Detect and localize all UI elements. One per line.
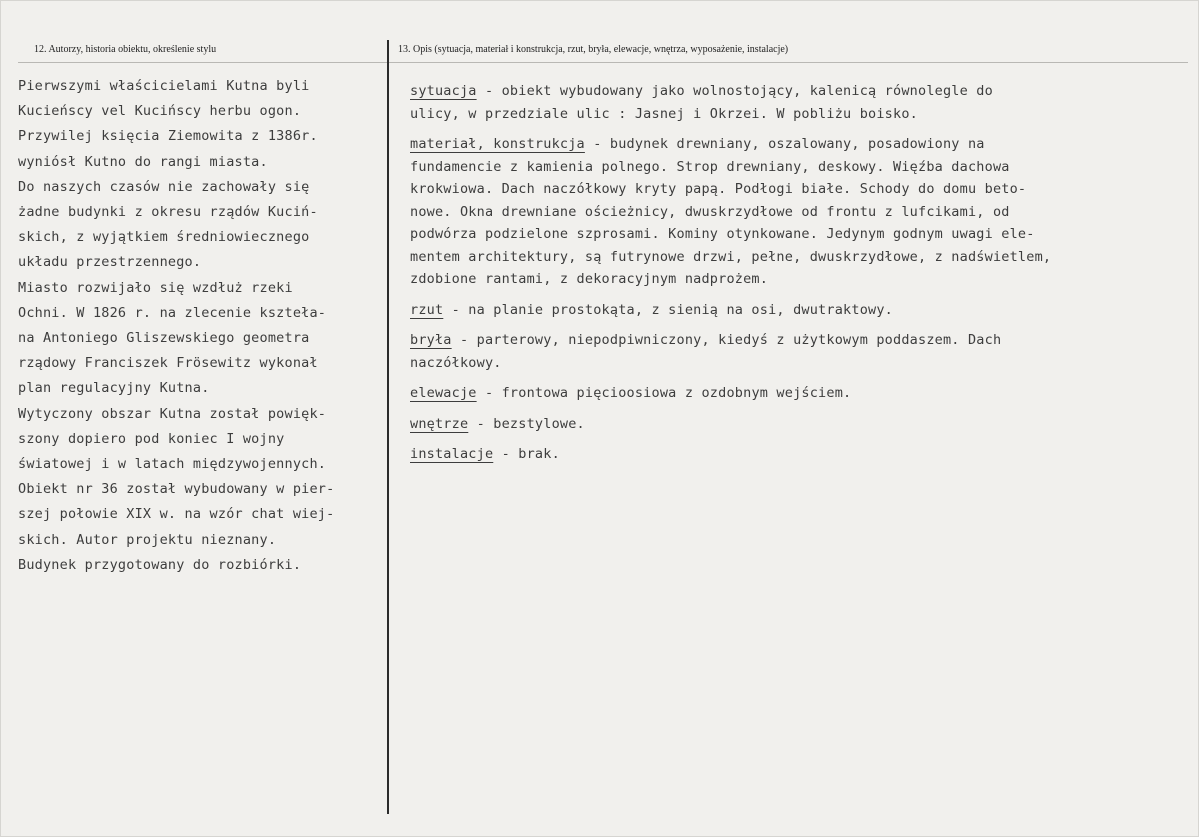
left-column-header: 12. Autorzy, historia obiektu, określenie stylu bbox=[34, 44, 217, 55]
history-line: Pierwszymi właścicielami Kutna byli bbox=[18, 78, 310, 94]
history-line: na Antoniego Gliszewskiego geometra bbox=[18, 330, 310, 347]
history-line: Budynek przygotowany do rozbiórki. bbox=[18, 556, 302, 573]
section-term: sytuacja bbox=[410, 83, 477, 99]
history-line: żadne budynki z okresu rządów Kuciń- bbox=[18, 204, 318, 221]
description-text bbox=[410, 80, 1185, 474]
section-sytuacja bbox=[410, 80, 1185, 125]
history-line: Ochni. W 1826 r. na zlecenie kszteła- bbox=[18, 304, 327, 321]
section-term: materiał, konstrukcja bbox=[410, 136, 585, 152]
section-line: ulicy, w przedziale ulic : Jasnej i Okrzei. W pobliżu boisko. bbox=[410, 105, 918, 122]
history-line: Do naszych czasów nie zachowały się bbox=[18, 178, 310, 195]
section-line: - brak. bbox=[493, 446, 560, 462]
section-line: nowe. Okna drewniane ościeżnicy, dwuskrzydłowe od frontu z lufcikami, od bbox=[410, 203, 1010, 220]
history-line: szony dopiero pod koniec I wojny bbox=[18, 430, 285, 447]
history-line: Przywilej księcia Ziemowita z 1386r. bbox=[18, 128, 318, 145]
section-line: mentem architektury, są futrynowe drzwi, pełne, dwuskrzydłowe, z nadświetlem, bbox=[410, 248, 1052, 265]
history-line: Kucieńscy vel Kucińscy herbu ogon. bbox=[18, 103, 302, 120]
history-line: układu przestrzennego. bbox=[18, 254, 202, 271]
header-rule bbox=[18, 62, 1188, 63]
history-line: szej połowie XIX w. na wzór chat wiej- bbox=[18, 506, 335, 523]
section-term: instalacje bbox=[410, 446, 494, 462]
section-line: - bezstylowe. bbox=[468, 415, 585, 432]
section-wnetrze bbox=[410, 413, 1185, 436]
history-line: plan regulacyjny Kutna. bbox=[18, 380, 210, 397]
column-divider bbox=[387, 40, 389, 814]
section-elewacje bbox=[410, 382, 1185, 405]
history-line: rządowy Franciszek Frösewitz wykonał bbox=[18, 355, 318, 372]
history-line: Wytyczony obszar Kutna został powięk- bbox=[18, 405, 327, 422]
section-line: - frontowa pięcioosiowa z ozdobnym wejściem. bbox=[476, 385, 852, 401]
history-line: skich. Autor projektu nieznany. bbox=[18, 531, 277, 548]
history-text bbox=[18, 74, 386, 578]
section-term: bryła bbox=[410, 332, 452, 348]
history-line: wyniósł Kutno do rangi miasta. bbox=[18, 153, 268, 170]
history-line: Miasto rozwijało się wzdłuż rzeki bbox=[18, 279, 293, 296]
section-material-konstrukcja bbox=[410, 133, 1185, 291]
history-line: skich, z wyjątkiem średniowiecznego bbox=[18, 229, 310, 246]
section-term: wnętrze bbox=[410, 415, 469, 432]
section-line: krokwiowa. Dach naczółkowy kryty papą. Podłogi białe. Schody do domu beto- bbox=[410, 181, 1027, 197]
section-line: - parterowy, niepodpiwniczony, kiedyś z użytkowym poddaszem. Dach bbox=[451, 332, 1002, 348]
section-line: fundamencie z kamienia polnego. Strop drewniany, deskowy. Więźba dachowa bbox=[410, 158, 1010, 175]
section-line: naczółkowy. bbox=[410, 354, 502, 371]
section-line: podwórza podzielone szprosami. Kominy otynkowane. Jedynym godnym uwagi ele- bbox=[410, 226, 1035, 242]
section-term: rzut bbox=[410, 301, 444, 318]
section-line: - obiekt wybudowany jako wolnostojący, kalenicą równolegle do bbox=[476, 83, 993, 99]
section-term: elewacje bbox=[410, 385, 477, 401]
history-line: Obiekt nr 36 został wybudowany w pier- bbox=[18, 481, 335, 498]
section-line: - budynek drewniany, oszalowany, posadowiony na bbox=[584, 136, 985, 152]
section-instalacje bbox=[410, 443, 1185, 466]
right-column-header: 13. Opis (sytuacja, materiał i konstrukcja, rzut, bryła, elewacje, wnętrza, wyposażenie, instalacje) bbox=[398, 44, 789, 55]
section-rzut bbox=[410, 299, 1185, 322]
section-line: - na planie prostokąta, z sienią na osi, dwutraktowy. bbox=[443, 301, 894, 318]
section-line: zdobione rantami, z dekoracyjnym nadprożem. bbox=[410, 271, 769, 287]
history-line: światowej i w latach międzywojennych. bbox=[18, 456, 327, 473]
section-bryla bbox=[410, 329, 1185, 374]
